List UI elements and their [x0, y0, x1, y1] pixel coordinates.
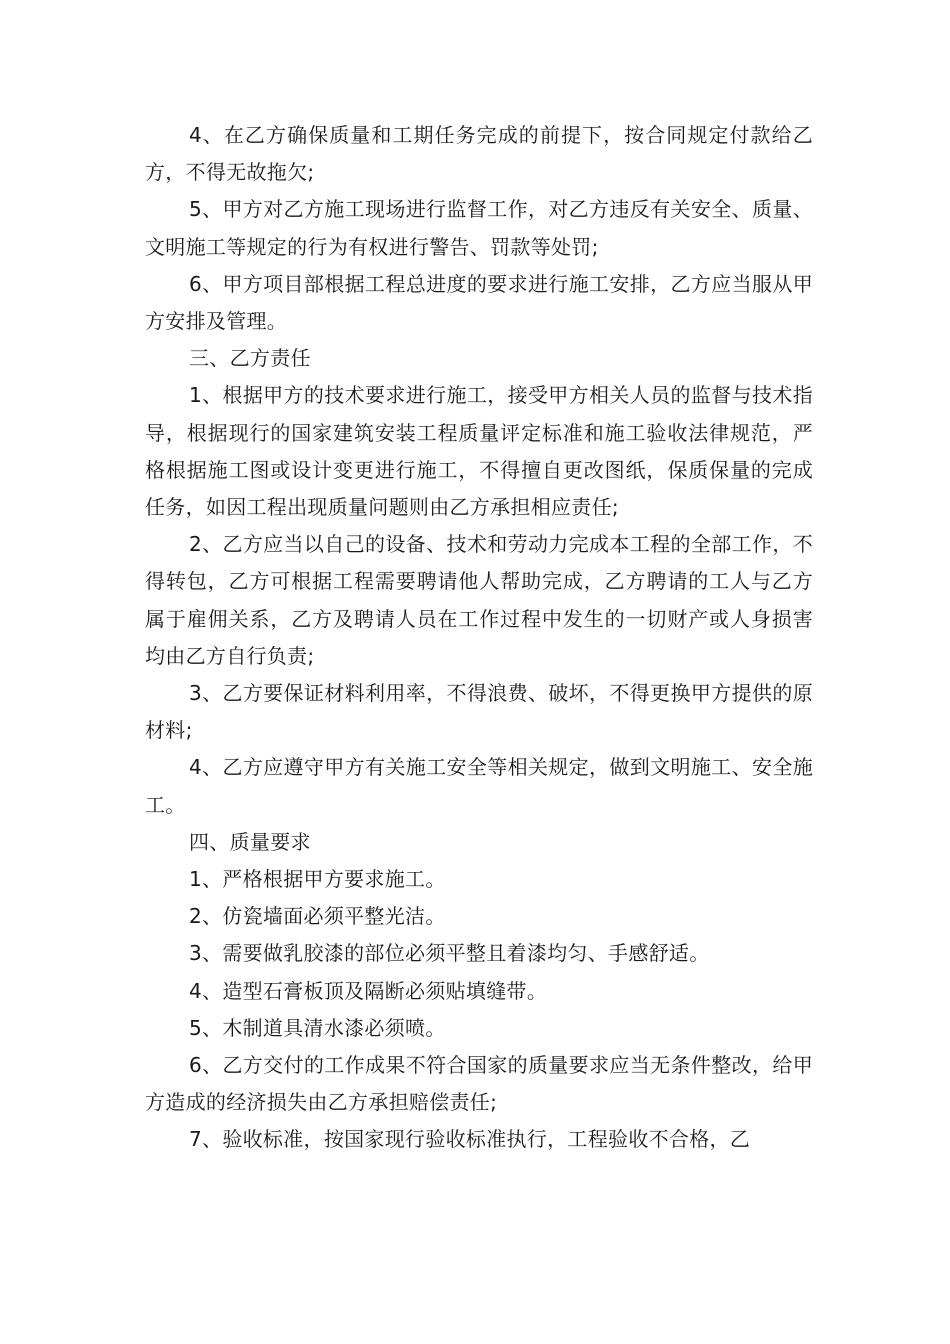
quality-item-5: 5、木制道具清水漆必须喷。 [189, 1015, 446, 1040]
section-heading-quality-requirements: 四、质量要求 [189, 829, 311, 854]
paragraph-supervision-clause: 5、甲方对乙方施工现场进行监督工作，对乙方违反有关安全、质量、文明施工等规定的行为有权进行警告、罚款等处罚; [145, 197, 813, 259]
paragraph-labor-clause: 2、乙方应当以自己的设备、技术和劳动力完成本工程的全部工作，不得转包，乙方可根据工程需要聘请他人帮助完成，乙方聘请的工人与乙方属于雇佣关系，乙方及聘请人员在工作过程中发生的一切财产或人身损害均由乙方自行负责; [145, 532, 813, 668]
paragraph-safety-clause: 4、乙方应遵守甲方有关施工安全等相关规定，做到文明施工、安全施工。 [145, 755, 813, 817]
quality-item-1: 1、严格根据甲方要求施工。 [189, 867, 446, 892]
paragraph-materials-clause: 3、乙方要保证材料利用率，不得浪费、破坏，不得更换甲方提供的原材料; [145, 681, 813, 743]
quality-item-6: 6、乙方交付的工作成果不符合国家的质量要求应当无条件整改，给甲方造成的经济损失由乙方承担赔偿责任; [145, 1053, 813, 1115]
paragraph-payment-clause: 4、在乙方确保质量和工期任务完成的前提下，按合同规定付款给乙方，不得无故拖欠; [145, 123, 813, 185]
document-body [145, 117, 813, 1159]
quality-item-2: 2、仿瓷墙面必须平整光洁。 [189, 904, 446, 929]
quality-item-7: 7、验收标准，按国家现行验收标准执行，工程验收不合格，乙 [189, 1127, 751, 1152]
section-heading-party-b-duties: 三、乙方责任 [189, 346, 311, 371]
paragraph-construction-standards: 1、根据甲方的技术要求进行施工，接受甲方相关人员的监督与技术指导，根据现行的国家建筑安装工程质量评定标准和施工验收法律规范，严格根据施工图或设计变更进行施工，不得擅自更改图纸，保质保量的完成任务，如因工程出现质量问题则由乙方承担相应责任; [145, 383, 813, 520]
paragraph-management-clause: 6、甲方项目部根据工程总进度的要求进行施工安排，乙方应当服从甲方安排及管理。 [145, 271, 813, 334]
quality-item-4: 4、造型石膏板顶及隔断必须贴填缝带。 [189, 978, 548, 1003]
quality-item-3: 3、需要做乳胶漆的部位必须平整且着漆均匀、手感舒适。 [189, 941, 710, 966]
